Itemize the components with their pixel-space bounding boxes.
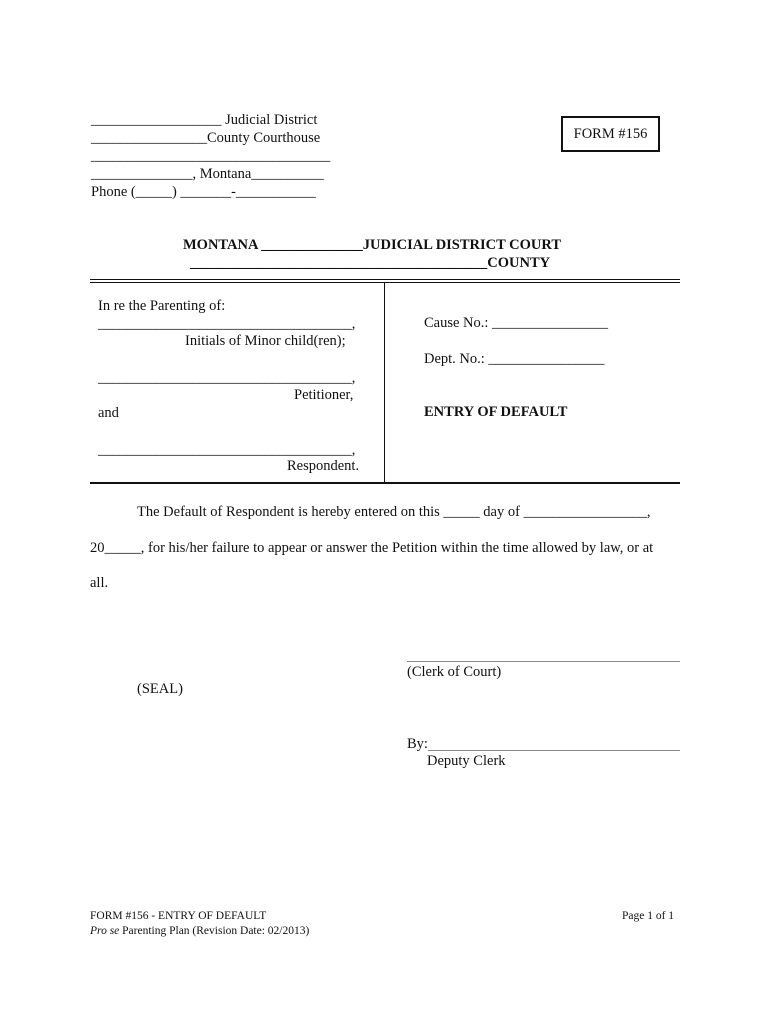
form-number-box (561, 116, 660, 152)
footer-page-number: Page 1 of 1 (622, 910, 675, 922)
caption-bottom-rule (90, 482, 680, 484)
dept-number-field: Dept. No.: ________________ (424, 351, 605, 367)
respondent-label: Respondent. (287, 458, 360, 474)
in-re-label: In re the Parenting of: (98, 298, 226, 314)
child-name-line: ___________________________________, (98, 316, 356, 332)
by-label: By: (407, 736, 428, 752)
deputy-clerk-label: Deputy Clerk (427, 753, 506, 769)
clerk-signature-line (407, 661, 680, 662)
document-title: ENTRY OF DEFAULT (424, 404, 568, 420)
petitioner-name-line: ___________________________________, (98, 370, 356, 386)
child-initials-label: Initials of Minor child(ren); (185, 333, 346, 349)
header-courthouse-line: ________________County Courthouse (91, 130, 321, 146)
respondent-name-line: ___________________________________, (98, 442, 356, 458)
footer-form-title: FORM #156 - ENTRY OF DEFAULT (90, 910, 267, 922)
body-line-3: all. (90, 575, 109, 591)
clerk-of-court-label: (Clerk of Court) (407, 664, 502, 680)
body-line-2: 20_____, for his/her failure to appear or answer the Petition within the time allowed by law, or at (90, 540, 654, 556)
form-number-label: FORM #156 (573, 125, 648, 142)
footer-pro-se: Pro se (90, 925, 120, 937)
footer-revision-line (90, 926, 309, 938)
petitioner-label: Petitioner, (294, 387, 354, 403)
court-heading-line2: _________________________________________COUNTY (190, 255, 551, 271)
caption-divider (384, 283, 385, 483)
court-heading-line1: MONTANA ______________JUDICIAL DISTRICT COURT (183, 237, 562, 253)
and-label: and (98, 405, 119, 421)
seal-label: (SEAL) (137, 681, 183, 697)
header-address-line: _________________________________ (91, 148, 331, 164)
caption-top-rule (90, 279, 680, 283)
header-district-line: __________________ Judicial District (91, 112, 318, 128)
header-phone-line: Phone (_____) _______-___________ (91, 184, 316, 200)
body-line-1: The Default of Respondent is hereby entered on this _____ day of _________________, (137, 504, 651, 520)
cause-number-field: Cause No.: ________________ (424, 315, 609, 331)
deputy-signature-line (428, 750, 680, 751)
footer-revision: Parenting Plan (Revision Date: 02/2013) (119, 925, 310, 937)
header-city-line: ______________, Montana__________ (91, 166, 324, 182)
